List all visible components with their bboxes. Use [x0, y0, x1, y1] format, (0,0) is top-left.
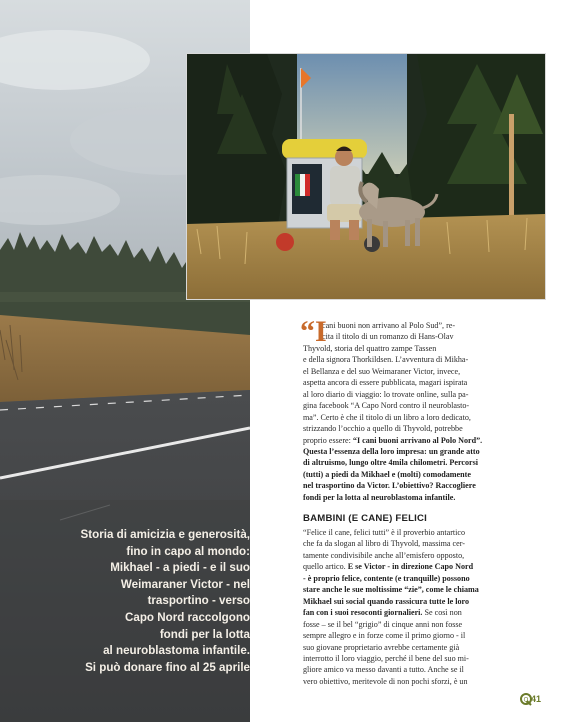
- article-line: “Felice il cane, felici tutti” è il proverbio antartico: [303, 528, 466, 537]
- article-line: [303, 561, 543, 572]
- article-line: e della signora Thorkildsen. L’avventura di Mikha-: [303, 355, 469, 365]
- article-line: [303, 596, 543, 607]
- article-bold-text: (tutti) a piedi da Mikhael e (molti) comodamente: [303, 469, 471, 479]
- article-line: [303, 573, 543, 584]
- photo-caption: [56, 527, 250, 676]
- caption-line: trasportino - verso: [147, 594, 250, 608]
- caption-line: fondi per la lotta: [159, 627, 250, 641]
- article-line: Thyvold, storia del quattro zampe Tassen: [303, 343, 437, 353]
- article-line: che fa da slogan al libro di Thyvold, massima cer-: [303, 539, 465, 549]
- article-line: sempre allegro e in forze come il primo giorno - il: [303, 631, 466, 641]
- article-line: suo giovane proprietario avrebbe certamente già: [303, 642, 460, 652]
- article-bold-text: E se Victor - in direzione Capo Nord: [347, 562, 474, 572]
- caption-line: Weimaraner Victor - nel: [120, 577, 250, 591]
- caption-line: al neuroblastoma infantile.: [103, 644, 250, 658]
- article-text: quello artico.: [303, 562, 348, 572]
- caption-line: Mikhael - a piedi - e il suo: [110, 561, 250, 575]
- article-line: [303, 607, 543, 618]
- article-line: [303, 492, 543, 503]
- article-bold-text: stare anche le sue moltissime “zie”, come le chiama: [303, 585, 479, 595]
- article-bold-text: di altruismo, lungo oltre 4mila chilometri. Percorsi: [303, 458, 479, 468]
- caption-line: Capo Nord raccolgono: [125, 610, 250, 624]
- caption-line: Storia di amicizia e generosità,: [80, 528, 250, 541]
- drop-cap: “I: [300, 315, 327, 348]
- article-bold-text: Questa l’essenza della loro impresa: un grande atto: [303, 446, 480, 456]
- article-bold-text: “I cani buoni arrivano al Polo Nord”.: [352, 435, 483, 445]
- article-text: proprio essere:: [303, 435, 353, 445]
- article-bold-text: fondi per la lotta al neuroblastoma infantile.: [303, 492, 456, 502]
- article-line: [303, 446, 543, 457]
- article-line: [303, 457, 543, 468]
- page-number: 41: [531, 694, 542, 704]
- article-line: fosse – se il bel “grigio” di cinque anni non fosse: [303, 619, 463, 629]
- article-line: cita il titolo di un romanzo di Hans-Olav: [322, 332, 454, 342]
- article-line: el Bellanza e del suo Weimaraner Victor, invece,: [303, 366, 461, 376]
- article-line: gina facebook “A Capo Nord contro il neuroblasto-: [303, 401, 470, 411]
- article-line: [303, 584, 543, 595]
- article-line: vero obiettivo, meritevole di non pochi sforzi, è un: [303, 676, 468, 686]
- article-line: [303, 480, 543, 491]
- article-line: [303, 435, 543, 446]
- article-bold-text: nel trasportino da Victor. L’obiettivo? Raccogliere: [303, 481, 476, 491]
- caption-line: Si può donare fino al 25 aprile: [85, 660, 250, 674]
- article-bold-text: fan con i suoi resoconti giornalieri.: [303, 608, 423, 618]
- man-dog-forest-photo: [186, 53, 546, 300]
- article-body: [303, 527, 543, 687]
- article-bold-text: - è proprio felice, contente (e tranquille) possono: [303, 573, 470, 583]
- article-line: interrotto il loro viaggio, perché il bene del suo mi-: [303, 653, 469, 663]
- logo-letter: Q: [523, 697, 529, 704]
- article-line: tamente condivisibile anche all’emisfero opposto,: [303, 550, 465, 560]
- article-line: ma”. Certo è che il titolo di un libro a loro dedicato,: [303, 412, 471, 422]
- article-line: cani buoni non arrivano al Polo Sud”, re-: [322, 321, 456, 330]
- caption-line: fino in capo al mondo:: [126, 544, 250, 558]
- article-line: strizzando l’occhio a quello di Thyvold, potrebbe: [303, 424, 463, 434]
- article-line: al loro diario di viaggio: lo trovate online, sulla pa-: [303, 389, 469, 399]
- article-line: [303, 469, 543, 480]
- section-subheading: BAMBINI (E CANE) FELICI: [303, 513, 427, 524]
- article-intro: [300, 315, 543, 503]
- article-line: aspetta ancora di essere pubblicata, magari ispirata: [303, 378, 468, 388]
- article-bold-text: Mikhael sui social quando rassicura tutte le loro: [303, 596, 470, 606]
- article-line: gliore amico va messo davanti a tutto. Anche se il: [303, 665, 464, 675]
- article-text: Se così non: [422, 608, 462, 618]
